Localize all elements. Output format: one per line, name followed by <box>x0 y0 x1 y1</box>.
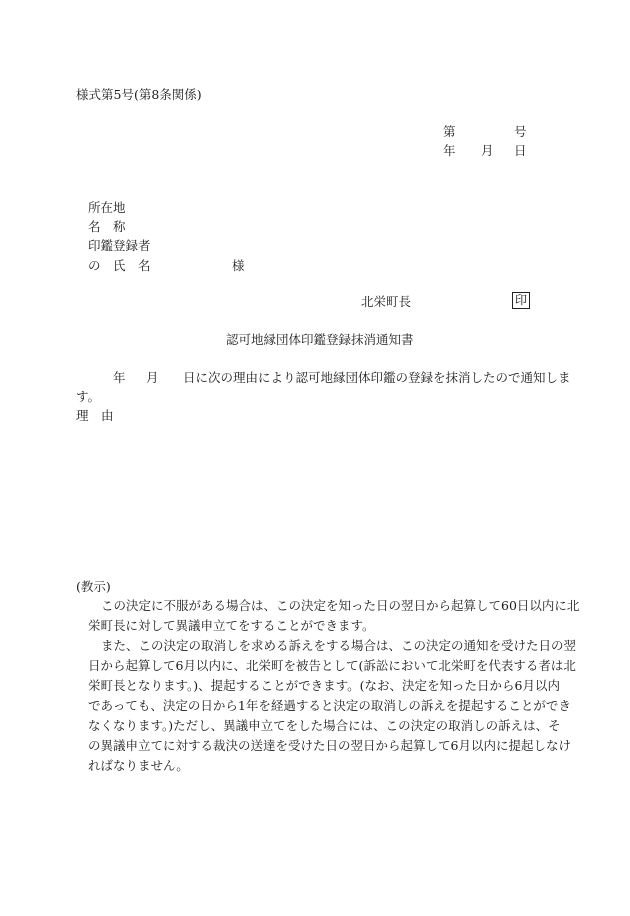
seal-mark: 印 <box>512 292 530 309</box>
body-month: 月 <box>146 370 159 385</box>
reason-label: 理 由 <box>76 408 114 423</box>
honorific: 様 <box>232 258 245 273</box>
notice-heading: (教示) <box>76 579 111 594</box>
date-day: 日 <box>514 143 527 158</box>
name-label: 名 称 <box>88 219 126 234</box>
notice-line: であっても、決定の日から1年を経過すると決定の取消しの訴えを提起することができ <box>88 698 571 713</box>
notice-line: なくなります。)ただし、異議申立てをした場合には、この決定の取消しの訴えは、そ <box>88 718 561 733</box>
notice-line: また、この決定の取消しを求める訴えをする場合は、この決定の通知を受けた日の翌 <box>101 638 577 653</box>
notice-line: 栄町長となります。)、提起することができます。(なお、決定を知った日から6月以内 <box>88 678 560 693</box>
date-year: 年 <box>443 143 456 158</box>
location-label: 所在地 <box>88 200 126 215</box>
body-text-line2: す。 <box>76 389 101 404</box>
number-suffix: 号 <box>514 124 527 139</box>
notice-line: この決定に不服がある場合は、この決定を知った日の翌日から起算して60日以内に北 <box>101 598 580 613</box>
body-year: 年 <box>113 370 126 385</box>
body-text-line1: 日に次の理由により認可地縁団体印鑑の登録を抹消したので通知しま <box>183 370 571 385</box>
notice-line: 栄町長に対して異議申立てをすることができます。 <box>88 618 375 633</box>
notice-line: の異議申立てに対する裁決の送達を受けた日の翌日から起算して6月以内に提起しなけ <box>88 738 571 753</box>
notice-line: ればなりません。 <box>88 758 189 773</box>
registrant-label: 印鑑登録者 <box>88 238 151 253</box>
form-header: 様式第5号(第8条関係) <box>76 87 202 102</box>
document-title: 認可地縁団体印鑑登録抹消通知書 <box>226 332 414 347</box>
official-seal <box>512 292 530 309</box>
date-month: 月 <box>481 143 494 158</box>
number-prefix: 第 <box>443 124 456 139</box>
issuer-title: 北栄町長 <box>361 294 412 309</box>
notice-line: 日から起算して6月以内に、北栄町を被告として(訴訟において北栄町を代表する者は北 <box>88 658 576 673</box>
person-name-label: の 氏 名 <box>88 258 151 273</box>
